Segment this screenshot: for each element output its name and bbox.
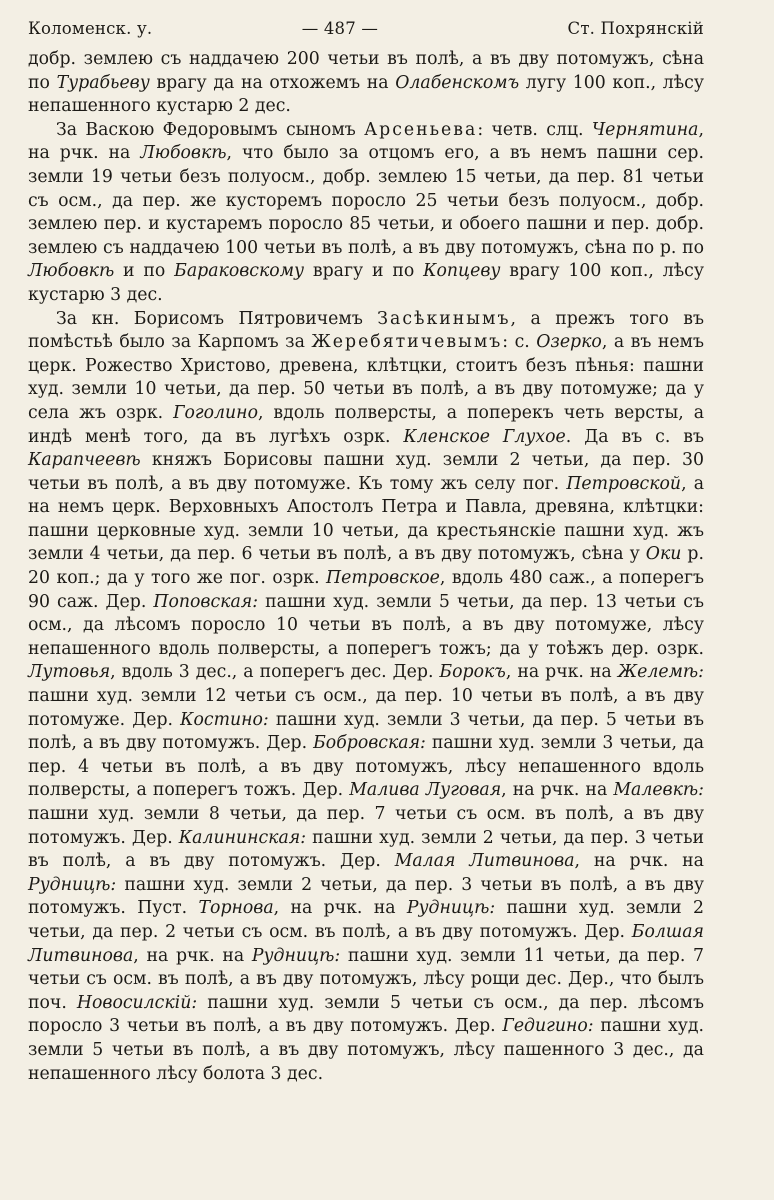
paragraph — [28, 48, 704, 119]
text-run: , а въ немъ церк. Рожество Христово, древена, клѣтцки, стоитъ безъ пѣнья: пашни худ. земли 10 четьи, да пер. 50 четьи въ полѣ, а въ дву потомуже; да у села жъ озрк. — [28, 332, 704, 423]
text-run: княжъ Борисовы пашни худ. земли 2 четьи, да пер. 30 четьи въ полѣ, а въ дву потомуже. Къ тому жъ селу пог. — [28, 450, 704, 494]
paragraph — [28, 308, 704, 1087]
italic-name: Рудницѣ: — [28, 874, 117, 895]
spaced-name: Засѣкинымъ — [377, 308, 511, 329]
text-run: пашни худ. земли 2 четьи, да пер. 3 четьи въ полѣ, а въ дву потомужъ. Пуст. — [28, 874, 704, 919]
text-run: пашни худ. земли 2 четьи, да пер. 2 четьи съ осм. въ полѣ, а въ дву потомужъ. Дер. — [28, 898, 705, 942]
italic-name: Рудницѣ: — [406, 898, 496, 919]
italic-name: Малива Луговая — [349, 780, 502, 801]
text-run: р. 20 коп.; да у того же пог. озрк. — [28, 544, 704, 589]
text-run: врагу 100 коп., лѣсу кустарю 3 дес. — [28, 261, 704, 305]
text-run: , вдоль полверсты, а поперекъ четь версты, а индѣ менѣ того, да въ лугѣхъ озрк. — [28, 402, 705, 447]
text-run: , на рчк. на — [574, 851, 704, 872]
text-run: , на рчк. на — [505, 662, 618, 683]
text-run: , на рчк. на — [28, 119, 704, 164]
text-run: и по — [114, 261, 175, 282]
italic-name: Болшая Литвинова — [28, 921, 704, 966]
text-run: пашни худ. земли 5 четьи, да пер. 13 четьи съ осм., да лѣсомъ поросло 10 четьи въ полѣ, а въ дву потомуже, лѣсу непашенного вдоль полверсты, а поперегъ тожъ; да у тоѣжъ дер. озрк. — [28, 591, 704, 659]
italic-name: Торнова — [198, 898, 274, 919]
text-run: , что было за отцомъ его, а въ немъ пашни сер. земли 19 четьи безъ полуосм., добр. землею 15 четьи, да пер. 81 четьи съ осм., да пер. же кусторемъ поросло 25 четьи безъ полуосм., добр. землею пер. и кустаремъ поросло 85 четьи, и обоего пашни и пер. добр. землею съ наддачею 100 четьи въ полѣ, а въ дву потомужъ, сѣна по р. по — [28, 143, 704, 258]
italic-name: Костино: — [180, 709, 269, 730]
text-run: : с. — [502, 332, 537, 353]
italic-name: Любовкѣ — [140, 143, 227, 164]
text-run: , вдоль 480 саж., а поперегъ 90 саж. Дер. — [28, 568, 704, 612]
spaced-name: Жеребятичевымъ — [311, 332, 503, 353]
spaced-name: Арсеньева — [364, 119, 478, 140]
italic-name: Озерко — [536, 332, 602, 353]
italic-name: Лутовья — [28, 662, 111, 683]
text-run: пашни худ. земли 8 четьи, да пер. 7 четьи съ осм. въ полѣ, а въ дву потомужъ. Дер. — [28, 804, 704, 848]
text-run: врагу и по — [304, 261, 424, 282]
text-run: пашни худ. земли 5 четьи въ полѣ, а въ дву потомужъ, лѣсу пашенного 3 дес., да непашенного лѣсу болота 3 дес. — [28, 1016, 704, 1084]
italic-name: Бобровская: — [313, 733, 426, 754]
italic-name: Калининская: — [178, 827, 307, 848]
text-run: пашни худ. земли 12 четьи съ осм., да пер. 10 четьи въ полѣ, а въ дву потомуже. Дер. — [28, 686, 704, 730]
text-run: За кн. Борисомъ Пятровичемъ — [56, 308, 378, 329]
italic-name: Гедигино: — [502, 1016, 594, 1037]
header-right: Ст. Похрянскiй — [567, 19, 704, 38]
text-run: лугу 100 коп., лѣсу непашенного кустарю 2 дес. — [28, 72, 704, 117]
italic-name: Гоголино — [173, 402, 258, 423]
text-run: пашни худ. земли 3 четьи, да пер. 5 четьи въ полѣ, а въ дву потомужъ. Дер. — [28, 709, 704, 754]
body-text — [28, 48, 704, 1086]
text-run: , на рчк. на — [273, 898, 407, 919]
italic-name: Копцеву — [423, 261, 501, 282]
header-left: Коломенск. у. — [28, 19, 153, 38]
text-run: добр. землею съ наддачею 200 четьи въ полѣ, а въ дву потомужъ, сѣна по — [28, 49, 704, 93]
text-run: : четв. слц. — [477, 119, 592, 140]
paragraph — [28, 119, 704, 308]
italic-name: Борокъ — [439, 662, 506, 683]
italic-name: Кленское Глухое — [403, 426, 566, 447]
italic-name: Желемѣ: — [617, 662, 704, 683]
italic-name: Рудницѣ: — [251, 945, 341, 966]
italic-name: Малевкѣ: — [613, 780, 705, 801]
text-run: , на рчк. на — [501, 780, 614, 801]
running-header — [28, 18, 704, 48]
italic-name: Петровское — [326, 568, 440, 589]
text-run: . Да въ с. въ — [565, 426, 704, 447]
text-run: врагу да на отхожемъ на — [149, 72, 396, 93]
text-run: , на рчк. на — [133, 945, 252, 966]
italic-name: Оки — [645, 544, 682, 565]
italic-name: Олабенскомъ — [395, 72, 520, 93]
italic-name: Чернятина — [591, 119, 699, 140]
italic-name: Новосилскiй: — [76, 992, 198, 1013]
text-run: пашни худ. земли 2 четьи, да пер. 3 четьи въ полѣ, а въ дву потомужъ. Дер. — [28, 827, 704, 872]
italic-name: Карапчеевѣ — [28, 450, 141, 471]
italic-name: Петровской — [566, 473, 682, 494]
text-run: , вдоль 3 дес., а поперегъ дес. Дер. — [110, 662, 440, 683]
text-run: пашни худ. земли 11 четьи, да пер. 7 четьи съ осм. въ полѣ, а въ дву потомужъ, лѣсу рощи дес. Дер., что былъ поч. — [28, 945, 704, 1013]
italic-name: Малая Литвинова — [394, 851, 575, 872]
italic-name: Турабьеву — [56, 72, 150, 93]
italic-name: Поповская: — [153, 591, 259, 612]
italic-name: Любовкѣ — [28, 261, 115, 282]
text-run: пашни худ. земли 3 четьи, да пер. 4 четьи въ полѣ, а въ дву потомужъ, лѣсу непашенного вдоль полверсты, а поперегъ тожъ. Дер. — [28, 733, 704, 801]
page-number: — 487 — — [301, 19, 379, 38]
italic-name: Бараковскому — [174, 261, 305, 282]
text-run: , а прежъ того въ помѣстьѣ было за Карпомъ за — [28, 308, 704, 353]
text-run: пашни худ. земли 5 четьи съ осм., да пер. лѣсомъ поросло 3 четьи въ полѣ, а въ дву потомужъ. Дер. — [28, 992, 704, 1037]
text-run: , а на немъ церк. Верховныхъ Апостолъ Петра и Павла, древяна, клѣтцки: пашни церковные худ. земли 10 четьи, да крестьянскiе пашни худ. жъ земли 4 четьи, да пер. 6 четьи въ полѣ, а въ дву потомужъ, сѣна у — [28, 473, 704, 565]
text-run: За Васкою Федоровымъ сыномъ — [56, 119, 365, 140]
